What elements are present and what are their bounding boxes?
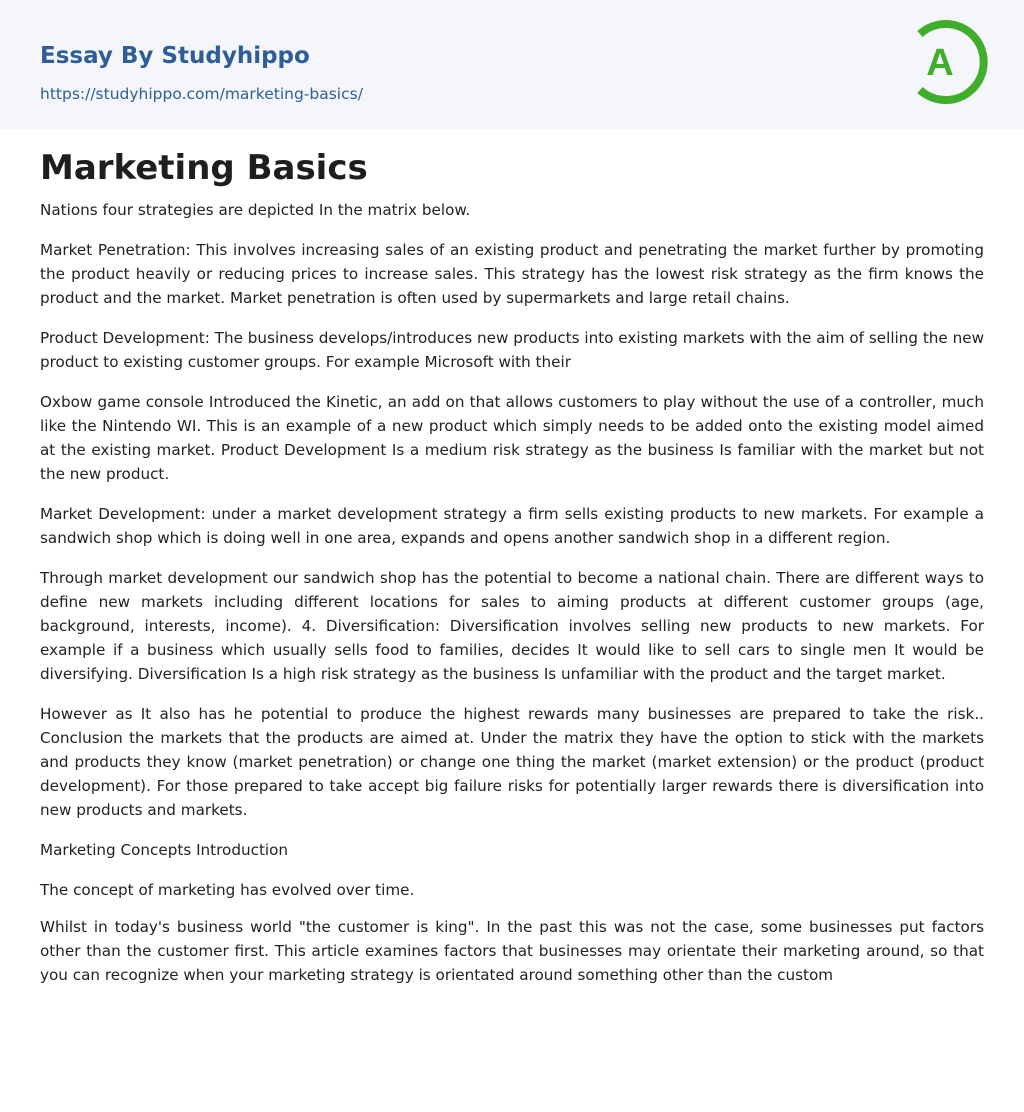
studyhippo-logo-icon[interactable] [906,18,992,106]
paragraph-intro: Nations four strategies are depicted In the matrix below. [40,201,471,219]
page-title: Marketing Basics [40,148,368,188]
paragraph-market-development: Market Development: under a market development strategy a firm sells existing products to new markets. For example a sandwich shop which is doing well in one area, expands and opens another sandwich shop in a different region. [40,505,984,547]
logo-letter: A [926,42,954,84]
paragraph-oxbow-example: Oxbow game console Introduced the Kinetic, an add on that allows customers to play without the use of a controller, much like the Nintendo WI. This is an example of a new product which simply needs to be added onto the existing model aimed at the existing market. Product Development Is a medium risk strategy as the business Is familiar with the market but not the new product. [40,393,984,483]
site-header [0,0,1024,129]
paragraph-product-development: Product Development: The business develops/introduces new products into existing markets with the aim of selling the new product to existing customer groups. For example Microsoft with their [40,329,984,371]
paragraph-customer-is-king: Whilst in today's business world "the customer is king". In the past this was not the case, some businesses put factors other than the customer first. This article examines factors that businesses may orientate their marketing around, so that you can recognize when your marketing strategy is orientated around something other than the custom [40,918,984,984]
paragraph-concept-evolved: The concept of marketing has evolved over time. [40,881,415,899]
brand-title: Essay By Studyhippo [40,43,310,69]
paragraph-conclusion: However as It also has he potential to produce the highest rewards many businesses are prepared to take the risk.. Conclusion the markets that the products are aimed at. Under the matrix they have the option to stick with the markets and products they know (market penetration) or change one thing the market (market extension) or the product (product development). For those prepared to take accept big failure risks for potentially larger rewards there is diversification into new products and markets. [40,705,984,819]
paragraph-market-penetration: Market Penetration: This involves increasing sales of an existing product and penetrating the market further by promoting the product heavily or reducing prices to increase sales. This strategy has the lowest risk strategy as the firm knows the product and the market. Market penetration is often used by supermarkets and large retail chains. [40,241,984,307]
article-content [40,146,984,1003]
source-url-link[interactable]: https://studyhippo.com/marketing-basics/ [40,85,363,103]
section-heading-marketing-concepts: Marketing Concepts Introduction [40,841,289,859]
paragraph-diversification: Through market development our sandwich shop has the potential to become a national chain. There are different ways to define new markets including different locations for sales to aiming products at different customer groups (age, background, interests, income). 4. Diversification: Diversification involves selling new products to new markets. For example if a business which usually sells food to families, decides It would like to sell cars to single men It would be diversifying. Diversification Is a high risk strategy as the business Is unfamiliar with the product and the target market. [40,569,984,683]
